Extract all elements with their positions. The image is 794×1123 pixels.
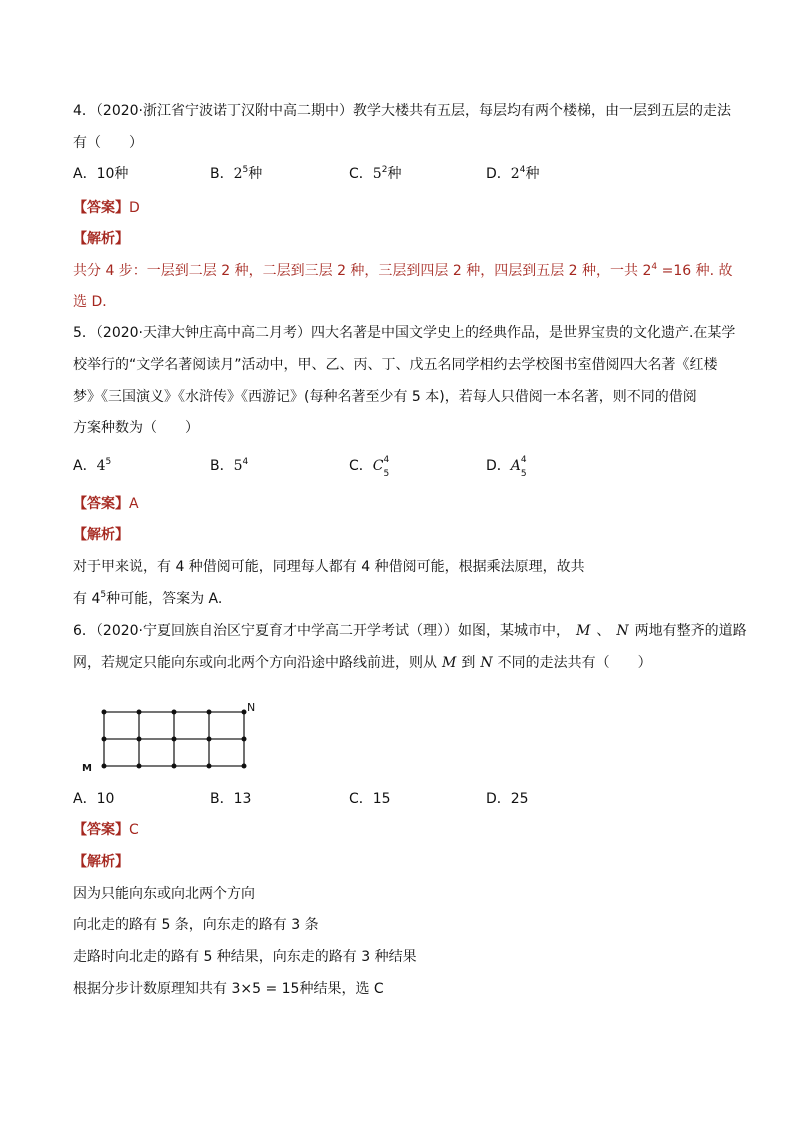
q5-option-a: A．$4^5$ (73, 457, 112, 474)
q5-option-b: B．$5^4$ (210, 457, 249, 474)
q4-option-b: B．$2^5$种 (210, 165, 263, 182)
answer-value: A (129, 496, 139, 512)
q6-answer (73, 820, 139, 840)
q6-stem-line-1: 6．（2020·宁夏回族自治区宁夏育才中学高二开学考试（理））如图，某城市中， M 、 N 两地有整齐的道路 (73, 623, 747, 639)
q5-option-d: D．A 4 5 (486, 455, 527, 479)
grid-node (172, 710, 177, 715)
grid-node (207, 764, 212, 769)
answer-value: D (129, 200, 140, 216)
q5-stem-line-2: 校举行的“文学名著阅读月”活动中，甲、乙、丙、丁、戊五名同学相约去学校图书室借阅四大名著《红楼 (73, 357, 718, 373)
q5-analysis-tag: 【解析】 (73, 527, 129, 543)
q6-explain-line-1: 因为只能向东或向北两个方向 (73, 886, 255, 902)
grid-node-n (242, 710, 247, 715)
grid-node (207, 737, 212, 742)
grid-node (137, 710, 142, 715)
q6-option-d: D．25 (486, 791, 529, 807)
grid-node (172, 764, 177, 769)
grid-node-m (102, 764, 107, 769)
answer-tag: 【答案】 (73, 200, 129, 216)
q4-stem-line-1: 4．（2020·浙江省宁波诺丁汉附中高二期中）教学大楼共有五层，每层均有两个楼梯，由一层到五层的走法 (73, 103, 731, 119)
q5-stem-line-4: 方案种数为（ ） (73, 420, 199, 436)
q5-explain-line-1: 对于甲来说，有 4 种借阅可能，同理每人都有 4 种借阅可能，根据乘法原理，故共 (73, 559, 585, 575)
q5-option-c: C．C 4 5 (349, 455, 390, 479)
road-grid-figure (80, 700, 270, 780)
grid-node (137, 764, 142, 769)
grid-node (102, 710, 107, 715)
q4-stem-line-2: 有（ ） (73, 135, 143, 151)
q4-explain-line-2: 选 D． (73, 294, 117, 310)
q6-explain-line-2: 向北走的路有 5 条，向东走的路有 3 条 (73, 917, 319, 933)
q4-option-d: D．$2^4$种 (486, 165, 540, 182)
q5-explain-line-2: 有 $4^5$种可能，答案为 A. (73, 590, 223, 607)
grid-node (242, 737, 247, 742)
grid-node (102, 737, 107, 742)
q6-stem-line-2: 网，若规定只能向东或向北两个方向沿途中路线前进，则从 M 到 N 不同的走法共有（ ） (73, 655, 652, 671)
answer-tag: 【答案】 (73, 496, 129, 512)
q5-stem-line-1: 5．（2020·天津大钟庄高中高二月考）四大名著是中国文学史上的经典作品，是世界宝贵的文化遗产.在某学 (73, 325, 736, 341)
label-m: M (82, 763, 92, 774)
q4-answer (73, 198, 140, 218)
q6-explain-line-3: 走路时向北走的路有 5 种结果，向东走的路有 3 种结果 (73, 949, 417, 965)
grid-node (137, 737, 142, 742)
q4-analysis-tag: 【解析】 (73, 231, 129, 247)
q6-option-b: B．13 (210, 791, 252, 807)
q6-explain-line-4: 根据分步计数原理知共有 3×5 = 15种结果，选 C (73, 981, 384, 997)
label-n: N (247, 701, 256, 714)
q4-option-c: C．$5^2$种 (349, 165, 402, 182)
answer-value: C (129, 822, 139, 838)
q5-stem-line-3: 梦》《三国演义》《水浒传》《西游记》(每种名著至少有 5 本)，若每人只借阅一本名著，则不同的借阅 (73, 389, 697, 405)
grid-node (172, 737, 177, 742)
q6-option-c: C．15 (349, 791, 391, 807)
q6-analysis-tag: 【解析】 (73, 854, 129, 870)
q6-option-a: A．10 (73, 791, 115, 807)
q4-explain-line-1: 共分 4 步：一层到二层 2 种，二层到三层 2 种，三层到四层 2 种，四层到五层 2 种，一共 $2^4 =16$ 种. 故 (73, 262, 733, 279)
grid-node (207, 710, 212, 715)
q5-answer (73, 494, 139, 514)
grid-node (242, 764, 247, 769)
q4-option-a: A．10种 (73, 166, 129, 182)
answer-tag: 【答案】 (73, 822, 129, 838)
